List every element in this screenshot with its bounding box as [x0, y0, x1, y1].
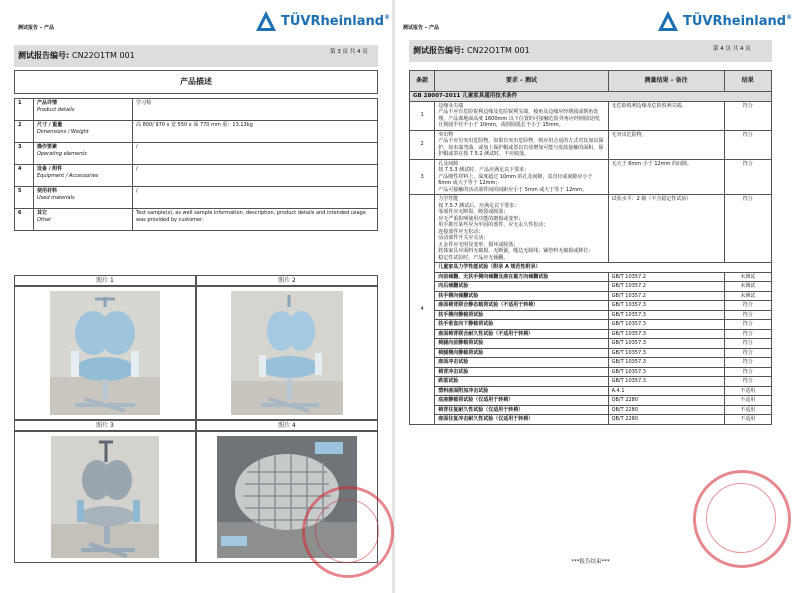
- row-label-en: Equipment / Accessories: [37, 172, 99, 179]
- sub-test-standard: GB/T 10357.3: [608, 339, 724, 349]
- row-value: Test sample(s), as well sample information, description, product details and intended usage was provided by customer.: [133, 209, 378, 231]
- sub-test-name: 椅背往复耐久性试验（仅适用于转椅）: [435, 405, 608, 415]
- clause-requirement: 力学性能 按 7.5.7 测试后，应满足以下要求： 零部件应无断裂、断裂或脱落； 应无严重影响使用功能的磨损或变形； 用手揿压某些应为牢固的部件，应无永久性松动； 连接部件应无松动； 活动部件开关应灵活； 五金件应无明显变形、损坏或脱落； 软体家具应面料无破损，无断簧，缝边无脱线；铺垫料无破损或移位； 稳定性试验时，产品应无倾翻。: [435, 195, 608, 263]
- row-label: [34, 143, 133, 165]
- standard-row: [410, 92, 772, 102]
- photo-4-caption: 照片 4: [196, 420, 378, 431]
- row-label-en: Other: [37, 216, 52, 223]
- sub-test-verdict: 符合: [724, 329, 771, 339]
- col-header-result: 结果: [724, 71, 771, 92]
- sub-test-name: 扶手垂直向下静载荷试验: [435, 320, 608, 330]
- page-number: 第 3 页 共 4 页: [330, 49, 368, 55]
- sub-test-name: 座面往复冲击耐久性试验（仅适用于转椅）: [435, 415, 608, 425]
- sub-test-row: [410, 291, 772, 301]
- header-tag: 测试报告 – 产品: [403, 25, 439, 31]
- row-label: [34, 165, 133, 187]
- sub-test-standard: A.4.1: [608, 386, 724, 396]
- row-label: [34, 187, 133, 209]
- photo-1-chair-image: [15, 287, 195, 419]
- sub-test-name: 座面椅背联合耐久性试验（不适用于转椅）: [435, 329, 608, 339]
- row-label-zh: 产品详情: [37, 100, 58, 106]
- page-number: 第 4 页 共 4 页: [713, 46, 751, 52]
- sub-test-verdict: 符合: [724, 339, 771, 349]
- clause-number: 2: [410, 130, 435, 159]
- sub-test-row: [410, 415, 772, 425]
- clause-number: 4: [410, 195, 435, 425]
- sub-test-row: [410, 367, 772, 377]
- row-value: /: [133, 165, 378, 187]
- row-label-zh: 其它: [37, 210, 48, 216]
- row-label-zh: 操作要素: [37, 144, 58, 150]
- sub-test-verdict: 不适用: [724, 396, 771, 406]
- sub-test-verdict: 符合: [724, 301, 771, 311]
- sub-test-standard: QB/T 2280: [608, 396, 724, 406]
- photo-2-caption: 照片 2: [196, 275, 378, 286]
- product-description-table: [14, 98, 378, 231]
- clause-requirement: 突出物 产品不应有突出危险物。如果有突出危险物，则应用合适的方式对其加以保护。如末端弯曲，或加上保护帽或罩以有效增加可能与皮肤接触的面积。保护帽或罩在按 7.5.2 测试时，不应脱落。: [435, 130, 608, 159]
- sub-test-verdict: 未测试: [724, 291, 771, 301]
- sub-test-name: 椅腿侧向静载荷试验: [435, 348, 608, 358]
- photo-1-cell: [14, 286, 196, 420]
- clause-measurement: 无突出危险物。: [608, 130, 724, 159]
- row-number: 1: [15, 99, 34, 121]
- row-label-zh: 使用材料: [37, 188, 58, 194]
- sub-test-verdict: 符合: [724, 358, 771, 368]
- photo-3-chair-image: [15, 432, 195, 562]
- clause-number: 3: [410, 159, 435, 195]
- test-results-table: [409, 70, 772, 425]
- sub-test-standard: GB/T 10357.3: [608, 329, 724, 339]
- row-label-en: Operating elements: [37, 150, 87, 157]
- description-row: [15, 209, 378, 231]
- description-row: [15, 165, 378, 187]
- description-row: [15, 143, 378, 165]
- row-label-zh: 尺寸 / 重量: [37, 122, 63, 128]
- clause-requirement: 孔及间隙 按 7.5.3 测试时，产品应满足以下要求： 产品刚性材料上，深度超过 10mm 的孔及间隙，其直径或间隙应小于 6mm 或大于等于 12mm； 产品可接触的活动部件间的间距应小于 5mm 或大于等于 12mm。: [435, 159, 608, 195]
- sub-test-standard: GB/T 10357.2: [608, 291, 724, 301]
- sub-test-row: [410, 386, 772, 396]
- sub-test-row: [410, 301, 772, 311]
- row-label-en: Product details: [37, 106, 75, 113]
- photo-2-chair-image: [197, 287, 377, 419]
- row-label: [34, 209, 133, 231]
- sub-test-verdict: 不适用: [724, 405, 771, 415]
- sub-test-row: [410, 396, 772, 406]
- row-number: 4: [15, 165, 34, 187]
- report-number-label: 测试报告编号:: [18, 51, 70, 60]
- sub-test-row: [410, 339, 772, 349]
- subsection-row: [410, 263, 772, 273]
- clause-requirement: 边缘及尖端 产品不应有危险锐利边缘及危险锐利尖端，棱角及边缘应经倒圆或倒角处理。产品离地面高度 1600mm 以下位置的可接触危险外角应经倒圆处理，且倒圆半径不小于 10mm，或倒圆弧长不小于 15mm。: [435, 101, 608, 130]
- section-title: 产品描述: [14, 70, 378, 94]
- sub-test-name: 椅腿向前静载荷试验: [435, 339, 608, 349]
- row-label-en: Used materials: [37, 194, 75, 201]
- sub-test-name: 向后倾翻试验: [435, 282, 608, 292]
- sub-test-verdict: 未测试: [724, 272, 771, 282]
- sub-test-name: 向前倾翻、无扶手侧向倾翻及座在最方向倾翻试验: [435, 272, 608, 282]
- col-header-clause: 条款: [410, 71, 435, 92]
- row-number: 2: [15, 121, 34, 143]
- row-value: /: [133, 143, 378, 165]
- sub-test-name: 扶手侧向倾翻试验: [435, 291, 608, 301]
- sub-test-row: [410, 377, 772, 387]
- row-value: 学习椅: [133, 99, 378, 121]
- tuv-triangle-icon: [657, 10, 679, 32]
- sub-test-row: [410, 405, 772, 415]
- subsection-title: 儿童家具力学性能试验（附录 A 规范性附录）: [435, 263, 772, 273]
- photo-3-cell: [14, 431, 196, 563]
- sub-test-verdict: 符合: [724, 348, 771, 358]
- report-number-label: 测试报告编号:: [413, 46, 465, 55]
- sub-test-verdict: 不适用: [724, 386, 771, 396]
- photo-3-caption: 照片 3: [14, 420, 196, 431]
- sub-test-verdict: 未测试: [724, 282, 771, 292]
- row-label: [34, 99, 133, 121]
- sub-test-standard: GB/T 10357.3: [608, 377, 724, 387]
- sub-test-row: [410, 272, 772, 282]
- photo-2-cell: [196, 286, 378, 420]
- logo-text: TÜVRheinland: [281, 14, 385, 29]
- row-label-zh: 设备 / 附件: [37, 166, 63, 172]
- row-value: 高 800/ 970 x 宽 550 x 深 770 mm 重：13.13kg: [133, 121, 378, 143]
- clause-row: [410, 101, 772, 130]
- report-page-3: 测试报告 – 产品 TÜVRheinland® 测试报告编号: CN22O1TM 001 第 3 页 共 4 页 产品描述 1 产品详情 Product details 学习椅 2 尺寸 / 重量 Dimensions / Weight 高 800/ 970 x 宽 550 x 深 770 mm 重：13.13kg 3 操作要素 Operating elements / 4 设备 / 附件 Equipment / Accessories / 5 使用材料 Used materials / 6 其它 Other Test sample(s), as well sample information, description, product details and intended usage was provided by customer. 照片 1 照片 2 照片 3 照片 4: [0, 0, 392, 593]
- clause-verdict: 符合: [724, 130, 771, 159]
- sub-test-standard: GB/T 10357.3: [608, 367, 724, 377]
- photo-1-caption: 照片 1: [14, 275, 196, 286]
- col-header-measurement: 测量结果 – 备注: [608, 71, 724, 92]
- description-row: [15, 121, 378, 143]
- sub-test-name: 扶手侧向静载荷试验: [435, 310, 608, 320]
- sub-test-standard: QB/T 2280: [608, 415, 724, 425]
- sub-test-standard: GB/T 10357.3: [608, 310, 724, 320]
- row-label: [34, 121, 133, 143]
- sub-test-name: 椅背冲击试验: [435, 367, 608, 377]
- page3-seal-stamp: [302, 486, 394, 578]
- sub-test-row: [410, 348, 772, 358]
- sub-test-row: [410, 329, 772, 339]
- row-number: 5: [15, 187, 34, 209]
- sub-test-row: [410, 320, 772, 330]
- report-number-value: CN22O1TM 001: [72, 51, 135, 60]
- sub-test-name: 跌落试验: [435, 377, 608, 387]
- clause-row: [410, 159, 772, 195]
- clause-number: 1: [410, 101, 435, 130]
- sub-test-name: 座面椅背联合静态载荷试验（不适用于转椅）: [435, 301, 608, 311]
- col-header-requirement: 要求 – 测试: [435, 71, 608, 92]
- sub-test-name: 底座静载荷试验（仅适用于转椅）: [435, 396, 608, 406]
- sub-test-standard: GB/T 10357.2: [608, 272, 724, 282]
- end-of-report: ***报告结束***: [571, 559, 610, 565]
- sub-test-standard: GB/T 10357.3: [608, 348, 724, 358]
- sub-test-standard: GB/T 10357.2: [608, 282, 724, 292]
- row-label-en: Dimensions / Weight: [37, 128, 89, 135]
- sub-test-row: [410, 310, 772, 320]
- company-seal-stamp: [693, 470, 791, 568]
- clause-row: [410, 195, 772, 263]
- sub-test-verdict: 符合: [724, 310, 771, 320]
- description-row: [15, 99, 378, 121]
- clause-measurement: 无危险锐利边缘及危险锐利尖端。: [608, 101, 724, 130]
- sub-test-standard: GB/T 10357.3: [608, 320, 724, 330]
- header-tag: 测试报告 – 产品: [18, 25, 54, 31]
- sub-test-standard: GB/T 10357.3: [608, 358, 724, 368]
- row-number: 3: [15, 143, 34, 165]
- standard-title: GB 28007-2011 儿童家具通用技术条件: [410, 92, 772, 102]
- report-number-bar: [14, 45, 378, 67]
- row-value: /: [133, 187, 378, 209]
- clause-row: [410, 130, 772, 159]
- sub-test-verdict: 符合: [724, 320, 771, 330]
- clause-measurement: 无大于 6mm 小于 12mm 的间隙。: [608, 159, 724, 195]
- description-row: [15, 187, 378, 209]
- clause-verdict: 符合: [724, 101, 771, 130]
- sub-test-name: 座面冲击试验: [435, 358, 608, 368]
- sub-test-standard: GB/T 10357.3: [608, 301, 724, 311]
- sub-test-verdict: 符合: [724, 367, 771, 377]
- report-page-4: 测试报告 – 产品 TÜVRheinland® 测试报告编号: CN22O1TM 001 第 4 页 共 4 页 条款 要求 – 测试 测量结果 – 备注 结果 GB 28007-2011 儿童家具通用技术条件 1 边缘及尖端 产品不应有危险锐利边缘及危险锐利尖端，棱角及边缘应经倒圆或倒角处理。产品离地面高度 1600mm 以下位置的可接触危险外角应经倒圆处理，且倒圆半径不小于 10mm，或倒圆弧长不小于 15mm。 无危险锐利边缘及危险锐利尖端。 符合 2 突出物 产品不应有突出危险物。如果有突出危险物，则应用合适的方式对其加以保护。如末端弯曲，或加上保护帽或罩以有效增加可能与皮肤接触的面积。保护帽或罩在按 7.5.2 测试时，不应脱落。 无突出危险物。 符合 3 孔及间隙 按 7.5.3 测试时，产品应满足以下要求： 产品刚性材料上，深度超过 10mm 的孔及间隙，其直径或间隙应小于 6mm 或大于等于 12mm； 产品可接触的活动部件间的间距应小于 5mm 或大于等于 12mm。 无大于 6mm 小于 12mm 的间隙。 符合 4 力学性能 按 7.5.7 测试后，应满足以下要求： 零部件应无断裂、断裂或脱落； 应无严重影响使用功能的磨损或变形； 用手揿压某些应为牢固的部件，应无永久性松动； 连接部件应无松动； 活动部件开关应灵活； 五金件应无明显变形、损坏或脱落； 软体家具应面料无破损，无断簧，缝边无脱线；铺垫料无破损或移位； 稳定性试验时，产品应无倾翻。 试验水平：2 级（不含稳定性试验） 符合 儿童家具力学性能试验（附录 A 规范性附录） 向前倾翻、无扶手侧向倾翻及座在最方向倾翻试验 GB/T 10357.2 未测试 向后倾翻试验 GB/T 10357.2 未测试 扶手侧向倾翻试验 GB/T 10357.2 未测试 座面椅背联合静态载荷试验（不适用于转椅） GB/T 10357.3 符合 扶手侧向静载荷试验 GB/T 10357.3 符合 扶手垂直向下静载荷试验 GB/T 10357.3 符合 座面椅背联合耐久性试验（不适用于转椅） GB/T 10357.3 符合 椅腿向前静载荷试验 GB/T 10357.3 符合 椅腿侧向静载荷试验 GB/T 10357.3 符合 座面冲击试验 GB/T 10357.3 符合 椅背冲击试验 GB/T 10357.3 符合 跌落试验 GB/T 10357.3 符合 塑料座面附加冲击试验 A.4.1 不适用 底座静载荷试验（仅适用于转椅） QB/T 2280 不适用 椅背往复耐久性试验（仅适用于转椅） QB/T 2280 不适用 座面往复冲击耐久性试验（仅适用于转椅） QB/T 2280 不适用 ***报告结束***: [395, 0, 790, 593]
- sub-test-standard: QB/T 2280: [608, 405, 724, 415]
- clause-measurement: 试验水平：2 级（不含稳定性试验）: [608, 195, 724, 263]
- tuv-triangle-icon: [255, 10, 277, 32]
- logo-text: TÜVRheinland: [683, 14, 787, 29]
- sub-test-row: [410, 358, 772, 368]
- report-number-value: CN22O1TM 001: [467, 46, 530, 55]
- sub-test-name: 塑料座面附加冲击试验: [435, 386, 608, 396]
- sub-test-row: [410, 282, 772, 292]
- sub-test-verdict: 符合: [724, 377, 771, 387]
- clause-verdict: 符合: [724, 195, 771, 263]
- clause-verdict: 符合: [724, 159, 771, 195]
- row-number: 6: [15, 209, 34, 231]
- sub-test-verdict: 不适用: [724, 415, 771, 425]
